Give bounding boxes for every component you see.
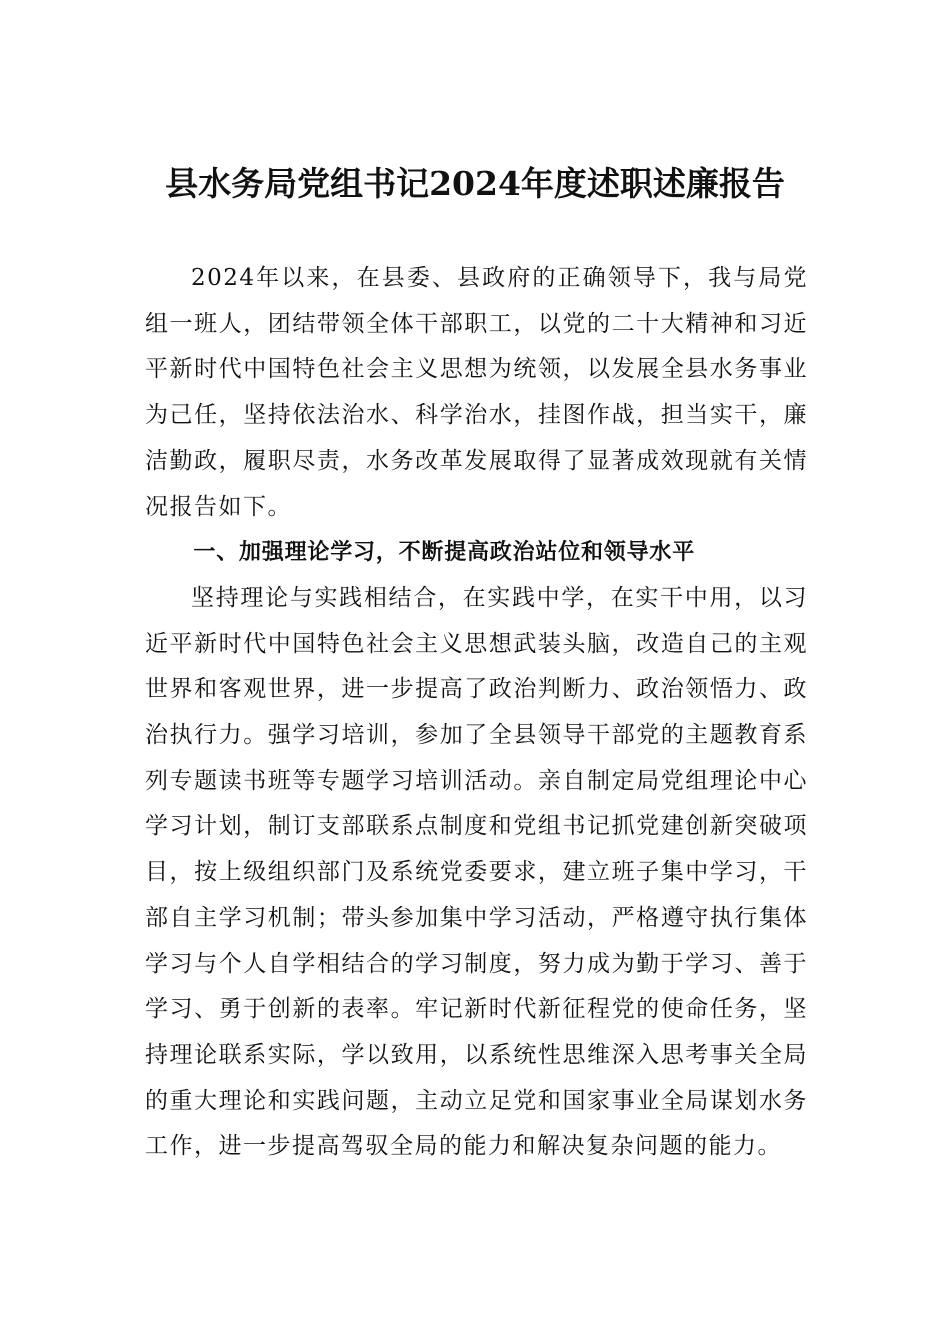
section-1-heading: 一、加强理论学习，不断提高政治站位和领导水平 bbox=[193, 540, 695, 566]
section-1-paragraph: 坚持理论与实践相结合，在实践中学，在实干中用，以习近平新时代中国特色社会主义思想武装头脑，改造自己的主观世界和客观世界，进一步提高了政治判断力、政治领悟力、政治执行力。强学习培训，参加了全县领导干部党的主题教育系列专题读书班等专题学习培训活动。亲自制定局党组理论中心学习计划，制订支部联系点制度和党组书记抓党建创新突破项目，按上级组织部门及系统党委要求，建立班子集中学习，干部自主学习机制；带头参加集中学习活动，严格遵守执行集体学习与个人自学相结合的学习制度，努力成为勤于学习、善于学习、勇于创新的表率。牢记新时代新征程党的使命任务，坚持理论联系实际，学以致用，以系统性思维深入思考事关全局的重大理论和实践问题，主动立足党和国家事业全局谋划水务工作，进一步提高驾驭全局的能力和解决复杂问题的能力。 bbox=[145, 584, 808, 1160]
document-title: 县水务局党组书记2024年度述职述廉报告 bbox=[165, 164, 785, 203]
intro-paragraph: 2024年以来，在县委、县政府的正确领导下，我与局党组一班人，团结带领全体干部职工，以党的二十大精神和习近平新时代中国特色社会主义思想为统领，以发展全县水务事业为己任，坚持依法治水、科学治水，挂图作战，担当实干，廉洁勤政，履职尽责，水务改革发展取得了显著成效现就有关情况报告如下。 bbox=[145, 265, 808, 520]
document-body bbox=[145, 256, 808, 1170]
